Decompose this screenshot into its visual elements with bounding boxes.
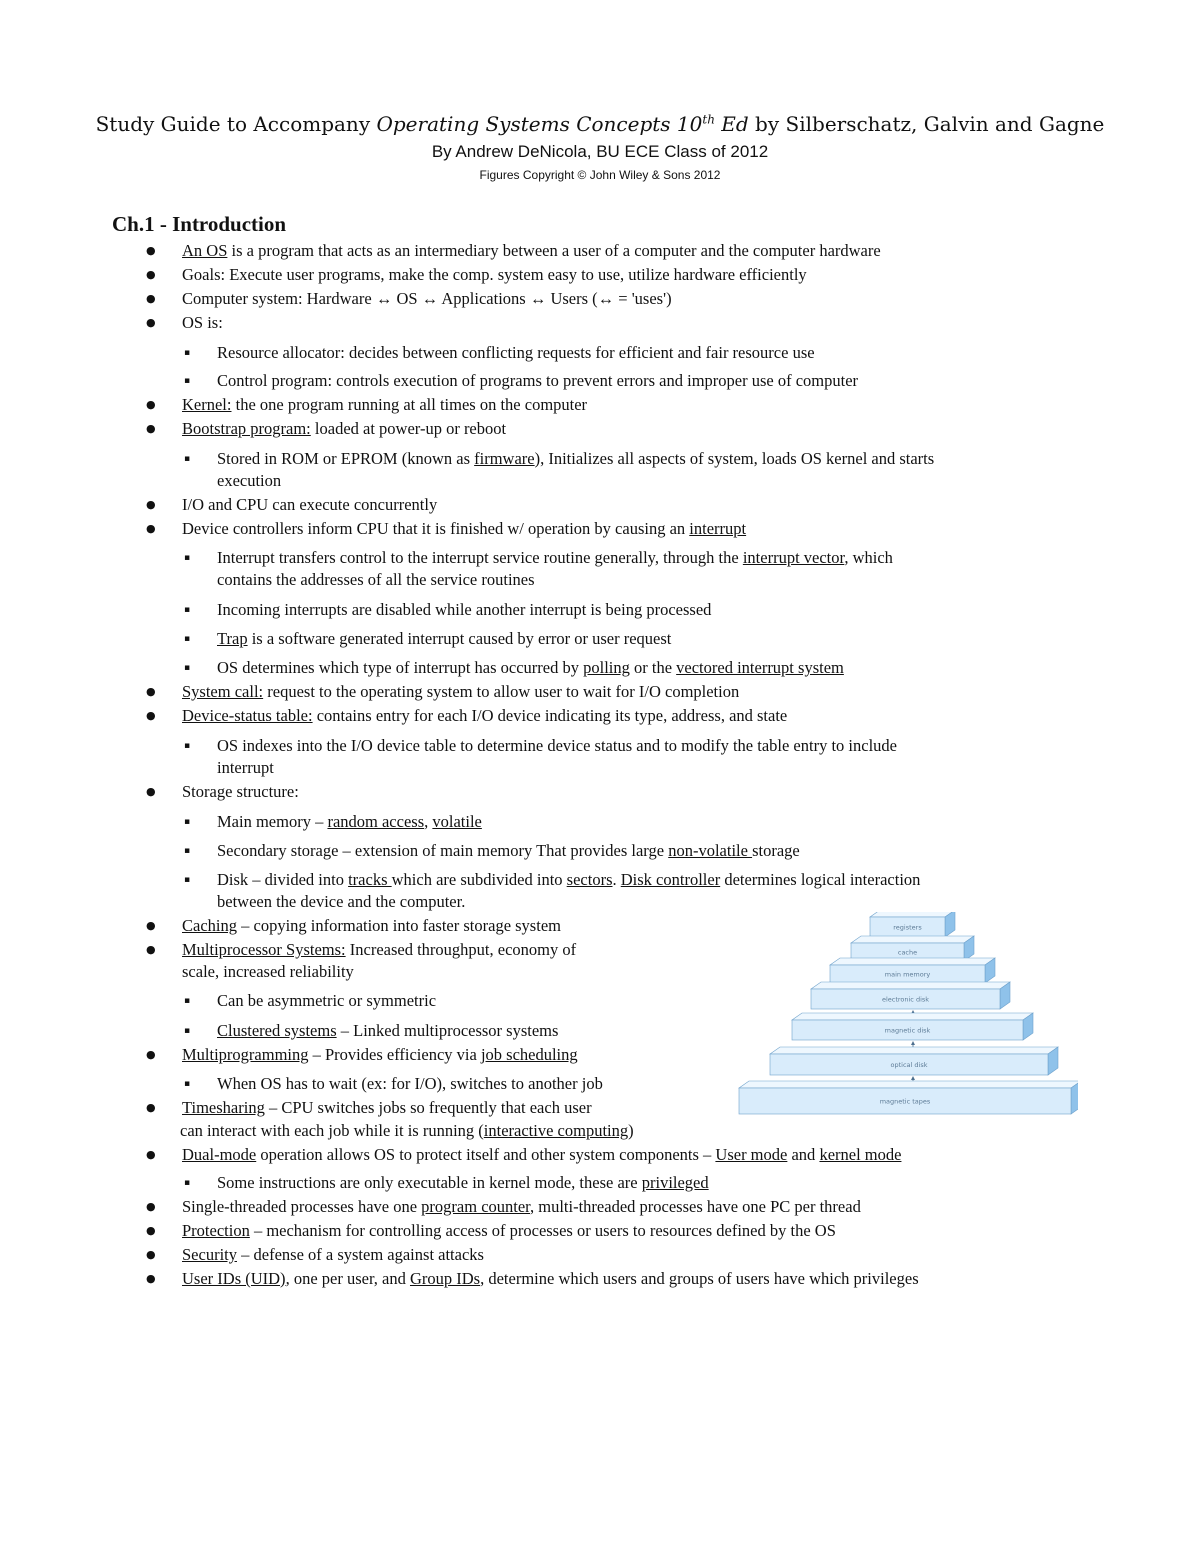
bullet-icon: ● — [146, 498, 156, 511]
sub-item-secondary-storage: Secondary storage – extension of main memory That provides large non-volatile storage — [217, 841, 800, 860]
bullet-icon: ● — [146, 398, 156, 411]
bullet-icon: ● — [146, 268, 156, 281]
pyramid-level-cache — [851, 936, 974, 961]
list-item-os-is: OS is: — [182, 313, 223, 332]
sub-bullet-icon: ▪ — [184, 376, 191, 386]
list-item-os-definition: An OS is a program that acts as an intermediary between a user of a computer and the computer hardware — [182, 241, 881, 260]
sub-item-os-determines: OS determines which type of interrupt has occurred by polling or the vectored interrupt system — [217, 658, 844, 677]
list-item-security: Security – defense of a system against attacks — [182, 1245, 484, 1264]
list-item-io-cpu: I/O and CPU can execute concurrently — [182, 495, 438, 514]
pyramid-level-electronic-disk — [811, 982, 1010, 1009]
sub-item-disk: Disk – divided into tracks which are subdivided into sectors. Disk controller determines logical interaction — [217, 870, 921, 889]
bullet-icon: ● — [146, 292, 156, 305]
list-item-timesharing: Timesharing – CPU switches jobs so frequently that each user — [182, 1098, 592, 1117]
sub-bullet-icon: ▪ — [184, 348, 191, 358]
sub-bullet-icon: ▪ — [184, 605, 191, 615]
storage-hierarchy-figure — [733, 912, 1078, 1124]
list-item-goals: Goals: Execute user programs, make the comp. system easy to use, utilize hardware efficiently — [182, 265, 807, 284]
pyramid-level-label: optical disk — [890, 1061, 928, 1069]
list-item-caching: Caching – copying information into faster storage system — [182, 916, 561, 935]
list-item-timesharing-continued: can interact with each job while it is running (interactive computing) — [180, 1121, 634, 1140]
sub-item-asymmetric: Can be asymmetric or symmetric — [217, 991, 437, 1010]
list-item-multiprogramming: Multiprogramming – Provides efficiency via job scheduling — [182, 1045, 578, 1064]
sub-item-resource-allocator: Resource allocator: decides between conflicting requests for efficient and fair resource use — [217, 343, 815, 362]
sub-bullet-icon: ▪ — [184, 553, 191, 563]
list-item-kernel: Kernel: the one program running at all times on the computer — [182, 395, 588, 414]
sub-bullet-icon: ▪ — [184, 741, 191, 751]
pyramid-level-magnetic-disk — [792, 1013, 1033, 1040]
pyramid-level-main-memory — [830, 958, 995, 983]
bullet-icon: ● — [146, 1148, 156, 1161]
pyramid-level-magnetic-tapes — [739, 1081, 1078, 1114]
sub-bullet-icon: ▪ — [184, 1178, 191, 1188]
pyramid-level-optical-disk — [770, 1047, 1058, 1075]
bullet-icon: ● — [146, 1101, 156, 1114]
pyramid-level-label: registers — [893, 923, 922, 932]
sub-item-clustered: Clustered systems – Linked multiprocessor systems — [217, 1021, 559, 1040]
bullet-icon: ● — [146, 522, 156, 535]
bullet-icon: ● — [146, 244, 156, 257]
list-item-dual-mode: Dual-mode operation allows OS to protect itself and other system components – User mode and kernel mode — [182, 1145, 902, 1164]
sub-item-interrupt-transfers: Interrupt transfers control to the interrupt service routine generally, through the interrupt vector, which — [217, 548, 893, 567]
sub-item-disk-continued: between the device and the computer. — [217, 892, 466, 911]
sub-item-os-indexes-continued: interrupt — [217, 758, 274, 777]
sub-item-control-program: Control program: controls execution of programs to prevent errors and improper use of computer — [217, 371, 859, 390]
bullet-icon: ● — [146, 709, 156, 722]
list-item-system-call: System call: request to the operating system to allow user to wait for I/O completion — [182, 682, 740, 701]
sub-item-when-os-waits: When OS has to wait (ex: for I/O), switches to another job — [217, 1074, 603, 1093]
document-title: Study Guide to Accompany Operating Systems Concepts 10th Ed by Silberschatz, Galvin and Gagne — [95, 112, 1105, 136]
list-item-bootstrap: Bootstrap program: loaded at power-up or reboot — [182, 419, 507, 438]
sub-item-os-indexes: OS indexes into the I/O device table to determine device status and to modify the table entry to include — [217, 736, 897, 755]
bullet-icon: ● — [146, 685, 156, 698]
sub-item-incoming-interrupts: Incoming interrupts are disabled while another interrupt is being processed — [217, 600, 712, 619]
list-item-single-threaded: Single-threaded processes have one program counter, multi-threaded processes have one PC per thread — [182, 1197, 861, 1216]
sub-bullet-icon: ▪ — [184, 1079, 191, 1089]
bullet-icon: ● — [146, 1200, 156, 1213]
bullet-icon: ● — [146, 785, 156, 798]
list-item-protection: Protection – mechanism for controlling access of processes or users to resources defined by the OS — [182, 1221, 836, 1240]
sub-item-stored-rom-continued: execution — [217, 471, 282, 490]
sub-bullet-icon: ▪ — [184, 996, 191, 1006]
bullet-icon: ● — [146, 1048, 156, 1061]
bullet-icon: ● — [146, 919, 156, 932]
list-item-device-status: Device-status table: contains entry for each I/O device indicating its type, address, and state — [182, 706, 788, 725]
sub-bullet-icon: ▪ — [184, 875, 191, 885]
bullet-icon: ● — [146, 1272, 156, 1285]
bullet-icon: ● — [146, 1248, 156, 1261]
sub-item-trap: Trap is a software generated interrupt caused by error or user request — [217, 629, 672, 648]
list-item-multiprocessor: Multiprocessor Systems: Increased throughput, economy of — [182, 940, 577, 959]
sub-bullet-icon: ▪ — [184, 846, 191, 856]
bullet-icon: ● — [146, 943, 156, 956]
bullet-icon: ● — [146, 1224, 156, 1237]
chapter-heading: Ch.1 - Introduction — [112, 212, 287, 236]
sub-item-interrupt-transfers-continued: contains the addresses of all the service routines — [217, 570, 535, 589]
pyramid-level-registers — [870, 912, 955, 937]
pyramid-level-label: magnetic disk — [884, 1026, 931, 1035]
list-item-device-controllers: Device controllers inform CPU that it is finished w/ operation by causing an interrupt — [182, 519, 747, 538]
list-item-user-ids: User IDs (UID), one per user, and Group IDs, determine which users and groups of users have which privileges — [182, 1269, 919, 1288]
pyramid-level-label: electronic disk — [881, 995, 930, 1004]
document-copyright: Figures Copyright © John Wiley & Sons 2012 — [479, 168, 721, 182]
list-item-multiprocessor-continued: scale, increased reliability — [182, 962, 354, 981]
sub-bullet-icon: ▪ — [184, 663, 191, 673]
bullet-icon: ● — [146, 422, 156, 435]
sub-item-main-memory: Main memory – random access, volatile — [217, 812, 482, 831]
sub-bullet-icon: ▪ — [184, 1026, 191, 1036]
sub-item-stored-rom: Stored in ROM or EPROM (known as firmware), Initializes all aspects of system, loads OS kernel and starts — [217, 449, 935, 468]
document-author: By Andrew DeNicola, BU ECE Class of 2012 — [431, 142, 769, 161]
sub-bullet-icon: ▪ — [184, 817, 191, 827]
sub-item-privileged: Some instructions are only executable in kernel mode, these are privileged — [217, 1173, 709, 1192]
pyramid-level-label: magnetic tapes — [879, 1097, 931, 1106]
list-item-storage-structure: Storage structure: — [182, 782, 299, 801]
list-item-computer-system: Computer system: Hardware ↔ OS ↔ Applications ↔ Users (↔ = 'uses') — [182, 289, 672, 308]
pyramid-level-label: cache — [897, 948, 918, 957]
sub-bullet-icon: ▪ — [184, 454, 191, 464]
bullet-icon: ● — [146, 316, 156, 329]
sub-bullet-icon: ▪ — [184, 634, 191, 644]
pyramid-level-label: main memory — [884, 970, 931, 979]
